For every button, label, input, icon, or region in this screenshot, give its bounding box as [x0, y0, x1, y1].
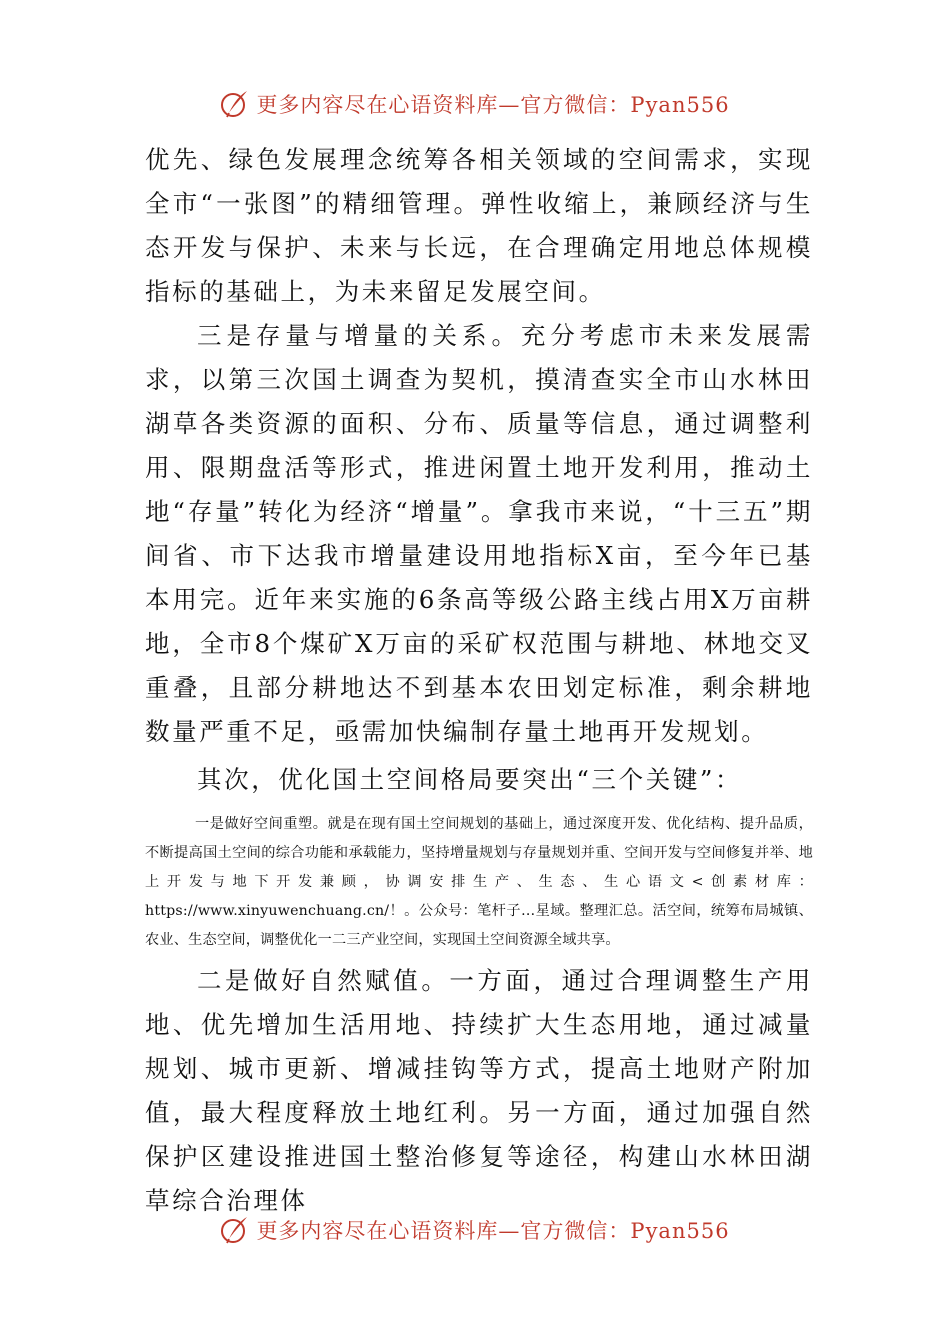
section-heading: 其次，优化国土空间格局要突出“三个关键”：	[197, 765, 743, 794]
document-body	[145, 138, 813, 1223]
header-banner	[0, 84, 950, 124]
footer-banner	[0, 1210, 950, 1250]
paragraph-3: 二是做好自然赋值。一方面，通过合理调整生产用地、优先增加生活用地、持续扩大生态用地，通过减量规划、城市更新、增减挂钩等方式，提高土地财产附加值，最大程度释放土地红利。另一方面，通过加强自然保护区建设推进国土整治修复等途径，构建山水林田湖草综合治理体	[145, 966, 813, 1215]
paragraph-1: 优先、绿色发展理念统筹各相关领域的空间需求，实现全市“一张图”的精细管理。弹性收缩上，兼顾经济与生态开发与保护、未来与长远，在合理确定用地总体规模指标的基础上，为未来留足发展空间。	[145, 145, 813, 306]
quill-pen-icon	[220, 89, 250, 119]
paragraph-2: 三是存量与增量的关系。充分考虑市未来发展需求，以第三次国土调查为契机，摸清查实全市山水林田湖草各类资源的面积、分布、质量等信息，通过调整利用、限期盘活等形式，推进闲置土地开发利用，推动土地“存量”转化为经济“增量”。拿我市来说，“十三五”期间省、市下达我市增量建设用地指标X亩，至今年已基本用完。近年来实施的6条高等级公路主线占用X万亩耕地，全市8个煤矿X万亩的采矿权范围与耕地、林地交叉重叠，且部分耕地达不到基本农田划定标准，剩余耕地数量严重不足，亟需加快编制存量土地再开发规划。	[145, 321, 813, 746]
footer-banner-text: 更多内容尽在心语资料库—官方微信：Pyan556	[256, 1219, 730, 1243]
paragraph-small: 一是做好空间重塑。就是在现有国土空间规划的基础上，通过深度开发、优化结构、提升品质，不断提高国土空间的综合功能和承载能力，坚持增量规划与存量规划并重、空间开发与空间修复并举、地上开发与地下开发兼顾，协调安排生产、生态、生心语文<创素材库：https://www.xinyuwenchuang.cn/！。公众号：笔杆子…星域。整理汇总。活空间，统筹布局城镇、农业、生态空间，调整优化一二三产业空间，实现国土空间资源全域共享。	[145, 816, 813, 948]
quill-pen-icon	[220, 1215, 250, 1245]
header-banner-text: 更多内容尽在心语资料库—官方微信：Pyan556	[256, 93, 730, 117]
